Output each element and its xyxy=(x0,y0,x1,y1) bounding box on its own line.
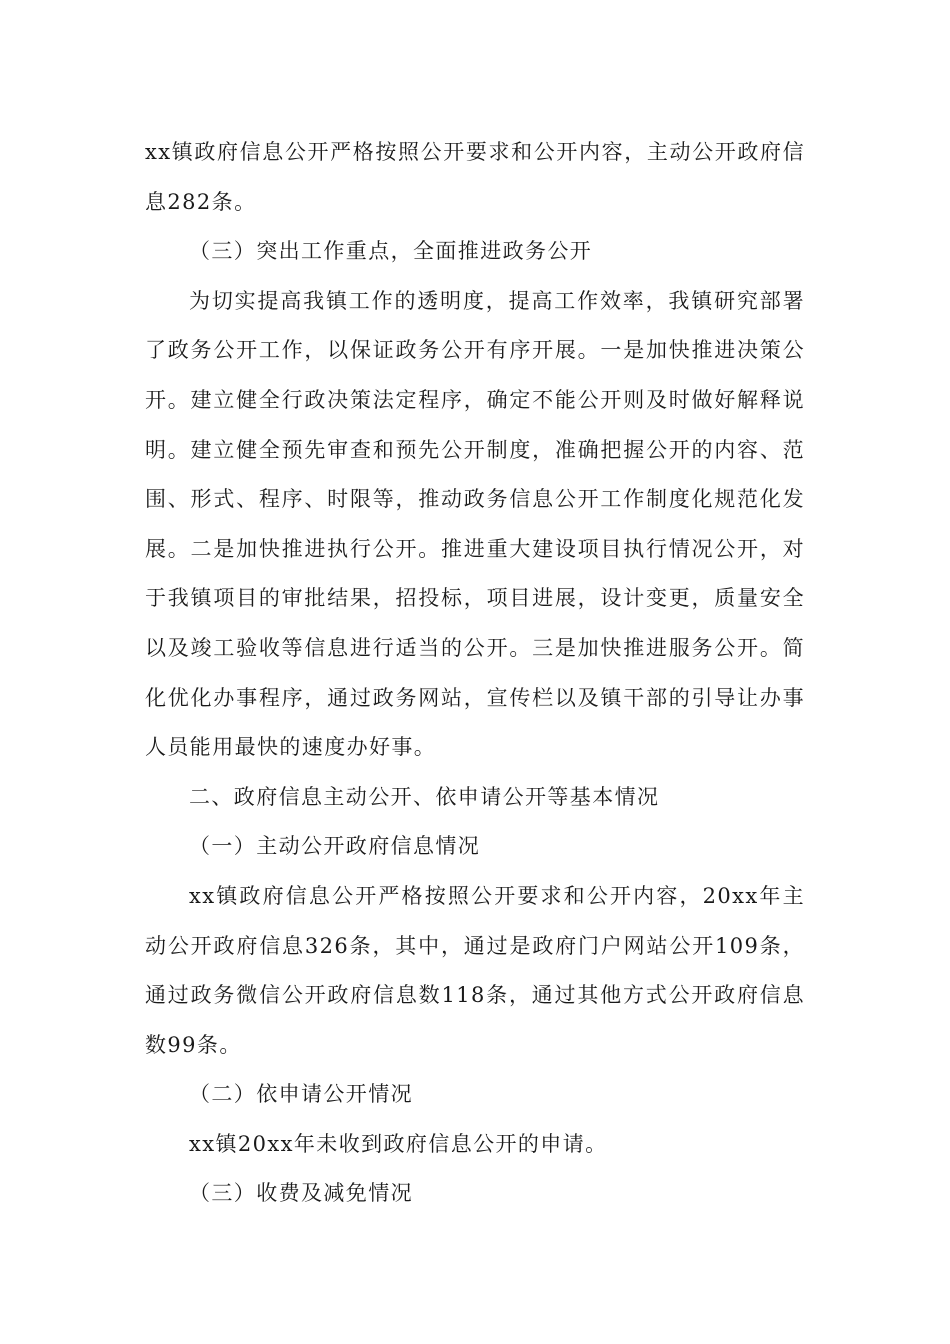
paragraph-request-disclosure: xx镇20xx年未收到政府信息公开的申请。 xyxy=(189,1131,608,1156)
heading-section-1-active-disclosure: （一）主动公开政府信息情况 xyxy=(189,834,481,859)
heading-section-3-highlight-work: （三）突出工作重点，全面推进政务公开 xyxy=(189,239,593,264)
heading-part-2-basic-situation: 二、政府信息主动公开、依申请公开等基本情况 xyxy=(189,784,660,809)
heading-section-2-request-disclosure: （二）依申请公开情况 xyxy=(189,1082,413,1107)
paragraph-transparency-measures: 为切实提高我镇工作的透明度，提高工作效率，我镇研究部署了政务公开工作，以保证政务公开有序开展。一是加快推进决策公开。建立健全行政决策法定程序，确定不能公开则及时做好解释说明。建立健全预先审查和预先公开制度，准确把握公开的内容、范围、形式、程序、时限等，推动政务信息公开工作制度化规范化发展。二是加快推进执行公开。推进重大建设项目执行情况公开，对于我镇项目的审批结果，招投标，项目进展，设计变更，质量安全以及竣工验收等信息进行适当的公开。三是加快推进服务公开。简化优化办事程序，通过政务网站，宣传栏以及镇干部的引导让办事人员能用最快的速度办好事。 xyxy=(145,288,805,760)
paragraph-continued-info-count: xx镇政府信息公开严格按照公开要求和公开内容，主动公开政府信息282条。 xyxy=(145,140,805,214)
heading-section-3-fees-waivers: （三）收费及减免情况 xyxy=(189,1181,413,1206)
paragraph-active-disclosure-stats: xx镇政府信息公开严格按照公开要求和公开内容，20xx年主动公开政府信息326条，其中，通过是政府门户网站公开109条，通过政务微信公开政府信息数118条，通过其他方式公开政府信息数99条。 xyxy=(145,883,805,1057)
document-body xyxy=(145,128,805,1219)
